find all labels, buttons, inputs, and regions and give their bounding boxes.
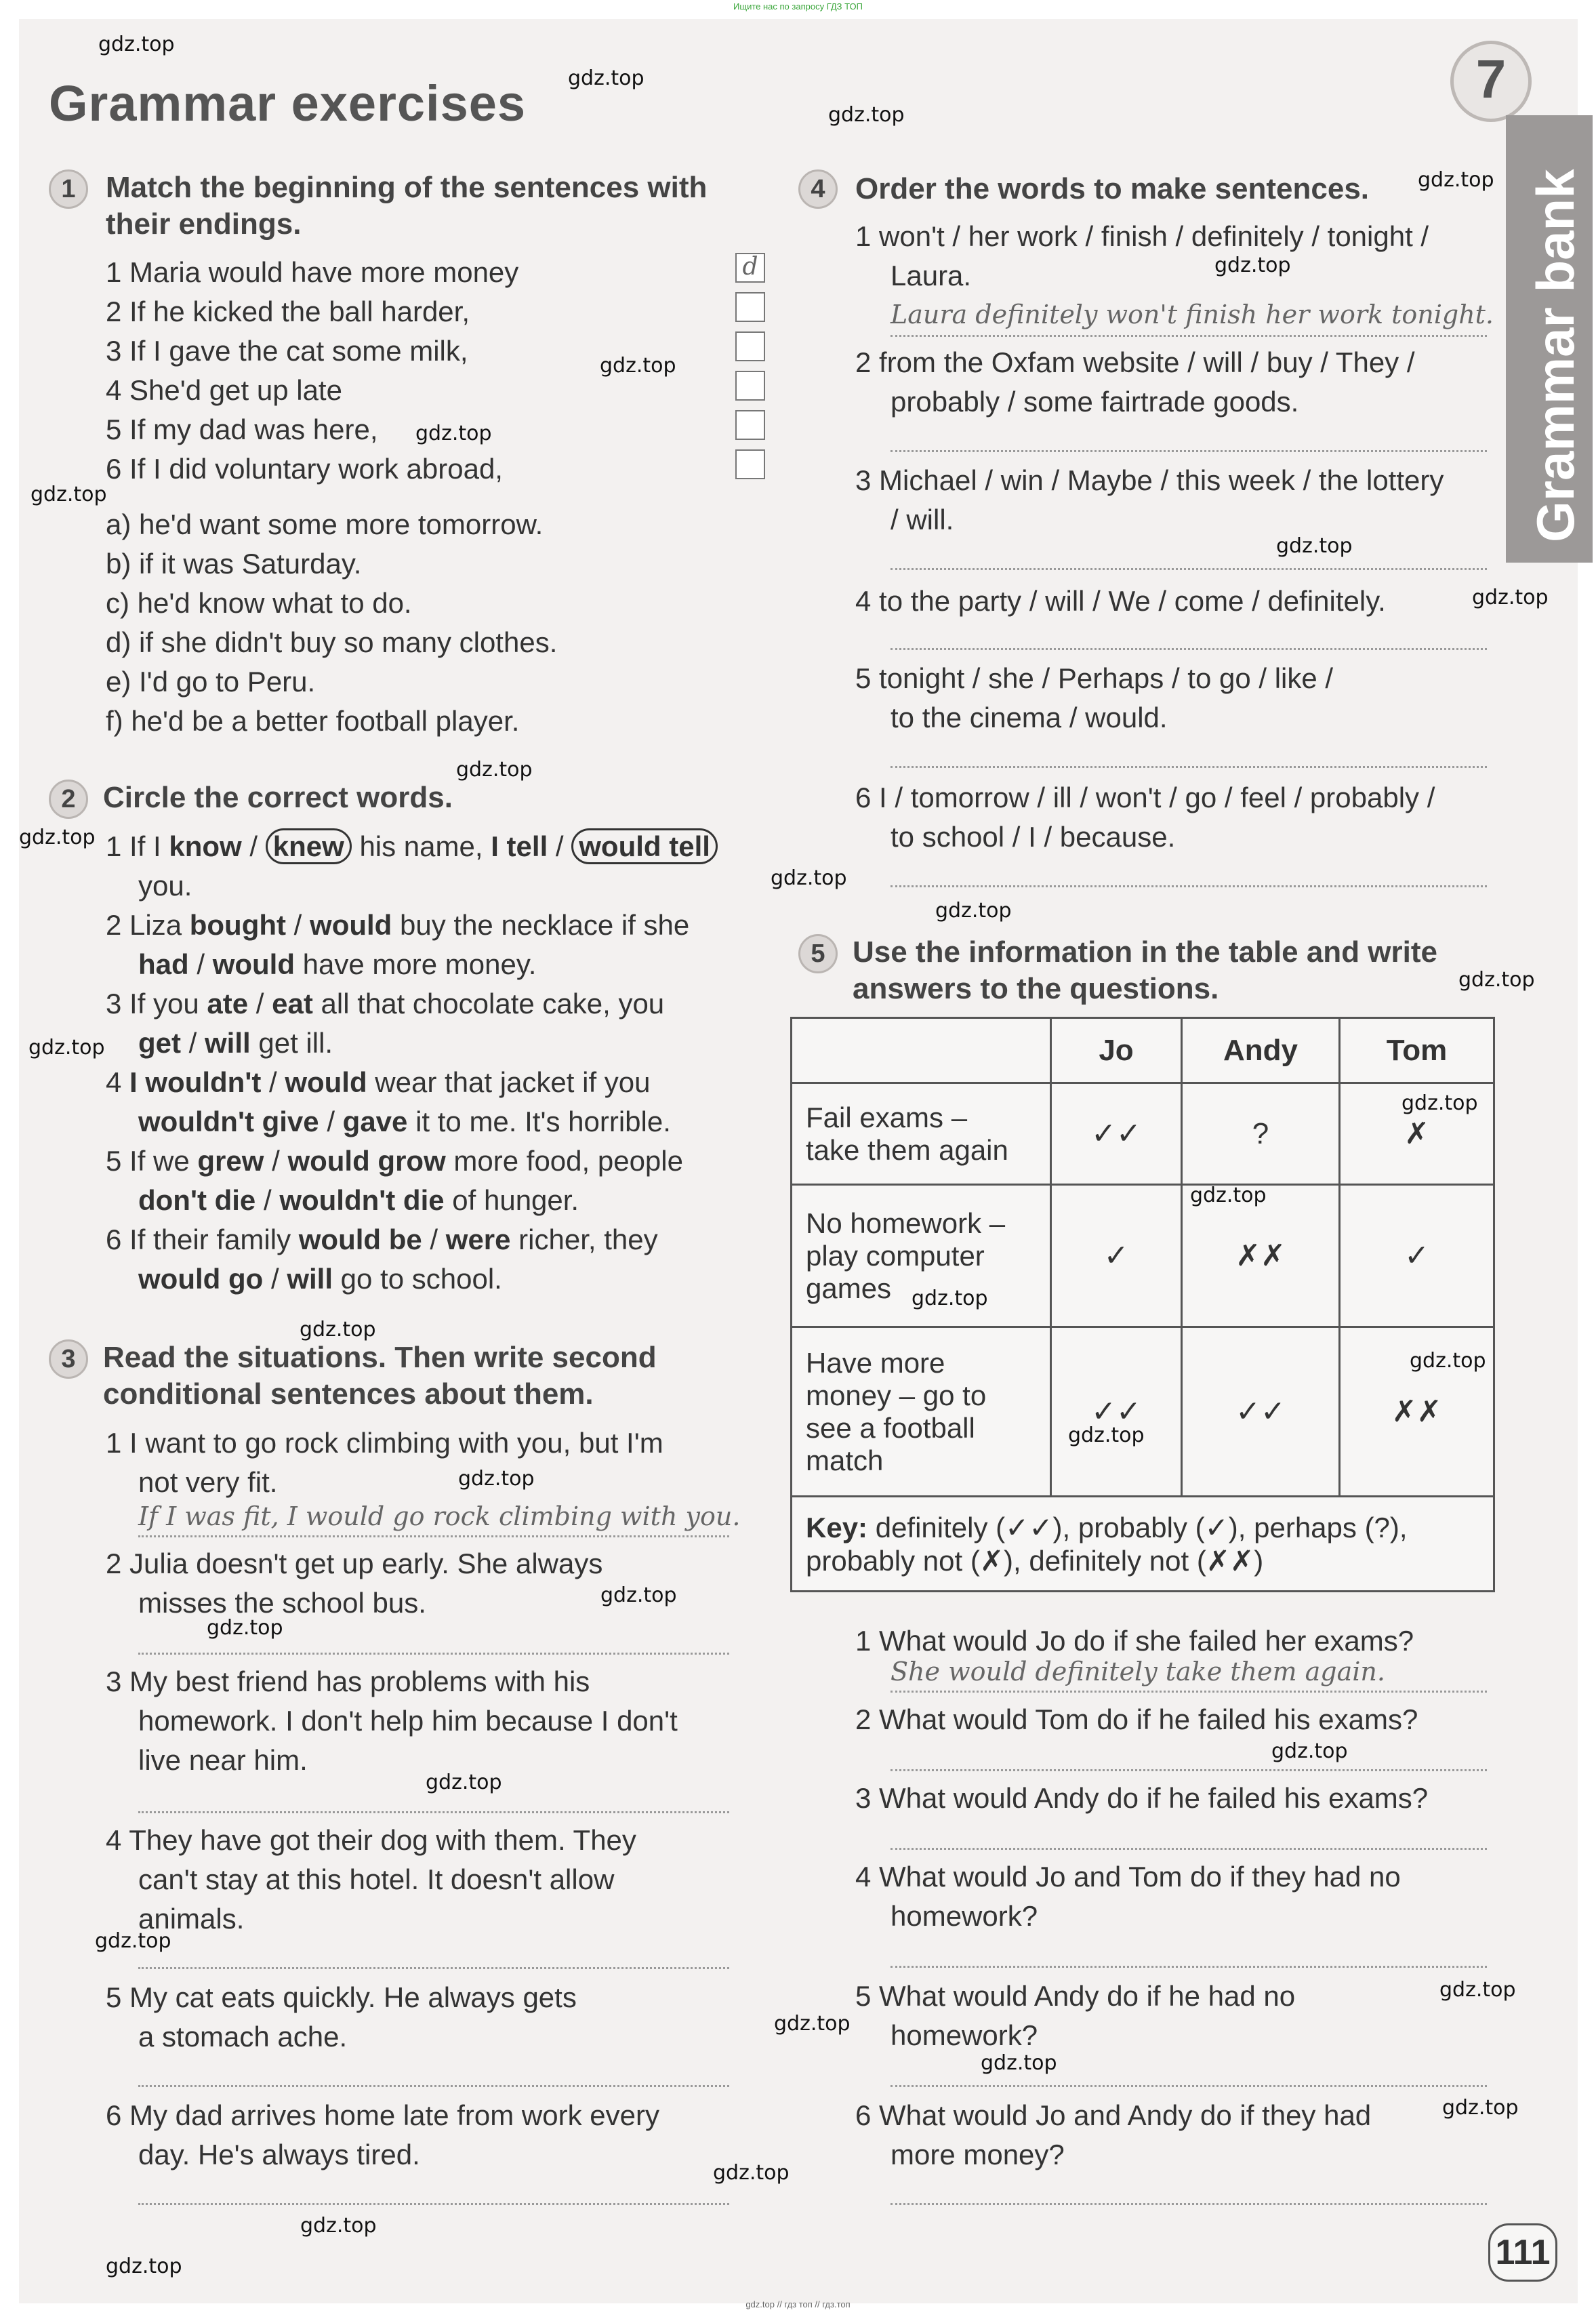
answer-box[interactable] bbox=[735, 331, 765, 361]
answer-line[interactable] bbox=[138, 2203, 729, 2205]
unit-number: 7 bbox=[1475, 49, 1507, 109]
watermark-text: gdz.top bbox=[1214, 254, 1291, 277]
watermark-text: gdz.top bbox=[456, 758, 533, 782]
watermark-text: gdz.top bbox=[1068, 1423, 1145, 1447]
ex4-item-6-cont: to school / I / because. bbox=[891, 821, 1176, 853]
ex4-sample-answer: Laura definitely won't finish her work tonight. bbox=[891, 300, 1494, 329]
answer-line[interactable] bbox=[891, 450, 1487, 452]
answer-line[interactable] bbox=[891, 648, 1487, 650]
answer-line[interactable] bbox=[891, 766, 1487, 768]
table-header-jo: Jo bbox=[1051, 1018, 1182, 1083]
unit-badge bbox=[1450, 41, 1532, 122]
ex2-sentence-6-cont: would go / will go to school. bbox=[138, 1263, 502, 1295]
answer-box-value: d bbox=[742, 253, 758, 281]
watermark-text: gdz.top bbox=[981, 2051, 1057, 2075]
watermark-text: gdz.top bbox=[1190, 1184, 1267, 1207]
ex1-item: 1 Maria would have more money bbox=[106, 256, 519, 288]
bottom-note: gdz.top // гдз топ // гдз.топ bbox=[745, 2299, 851, 2309]
table-key: Key: definitely (✓✓), probably (✓), perhaps (?), probably not (✗), definitely not (✗✗) bbox=[792, 1497, 1494, 1592]
ex1-item: 4 She'd get up late bbox=[106, 374, 342, 406]
ex1-item: 3 If I gave the cat some milk, bbox=[106, 335, 468, 367]
ex5-question-2: 2 What would Tom do if he failed his exams? bbox=[855, 1703, 1418, 1735]
page-number-badge bbox=[1488, 2223, 1557, 2282]
ex5-question-5: 5 What would Andy do if he had no bbox=[855, 1980, 1296, 2012]
ex3-situation-2: 2 Julia doesn't get up early. She always bbox=[106, 1548, 603, 1579]
exercise-1-title-line1: Match the beginning of the sentences with bbox=[106, 171, 708, 204]
ex5-question-3: 3 What would Andy do if he failed his exams? bbox=[855, 1782, 1429, 1814]
watermark-text: gdz.top bbox=[1458, 968, 1535, 992]
watermark-text: gdz.top bbox=[600, 354, 676, 378]
ex4-item-2-cont: probably / some fairtrade goods. bbox=[891, 386, 1299, 418]
watermark-text: gdz.top bbox=[300, 2214, 377, 2238]
watermark-text: gdz.top bbox=[912, 1287, 988, 1310]
watermark-text: gdz.top bbox=[106, 2255, 182, 2278]
ex2-sentence-5: 5 If we grew / would grow more food, people bbox=[106, 1145, 683, 1177]
watermark-text: gdz.top bbox=[1276, 534, 1353, 558]
ex1-item: 5 If my dad was here, bbox=[106, 413, 378, 445]
ex3-situation-4-cont: can't stay at this hotel. It doesn't allow bbox=[138, 1863, 615, 1895]
watermark-text: gdz.top bbox=[95, 1929, 171, 1953]
side-tab-label: Grammar bank bbox=[1526, 169, 1585, 542]
ex3-situation-2-cont: misses the school bus. bbox=[138, 1587, 426, 1619]
watermark-text: gdz.top bbox=[1442, 2096, 1519, 2120]
page-number: 111 bbox=[1495, 2233, 1551, 2272]
ex4-item-5: 5 tonight / she / Perhaps / to go / like / bbox=[855, 662, 1334, 694]
watermark-text: gdz.top bbox=[1271, 1739, 1348, 1763]
ex4-item-1-cont: Laura. bbox=[891, 260, 972, 291]
ex3-situation-6: 6 My dad arrives home late from work every bbox=[106, 2099, 659, 2131]
table-header-empty bbox=[792, 1018, 1051, 1083]
ex1-ending: e) I'd go to Peru. bbox=[106, 666, 316, 698]
ex1-item: 6 If I did voluntary work abroad, bbox=[106, 453, 503, 485]
answer-line[interactable] bbox=[891, 1769, 1487, 1771]
circled-answer: knew bbox=[266, 828, 352, 864]
ex1-ending: b) if it was Saturday. bbox=[106, 548, 362, 580]
ex1-ending: a) he'd want some more tomorrow. bbox=[106, 508, 544, 540]
ex1-item: 2 If he kicked the ball harder, bbox=[106, 296, 470, 327]
exercise-1-title-line2: their endings. bbox=[106, 207, 302, 241]
watermark-text: gdz.top bbox=[1472, 586, 1549, 609]
exercise-5-title-line1: Use the information in the table and write bbox=[853, 935, 1437, 969]
watermark-text: gdz.top bbox=[98, 33, 175, 56]
watermark-text: gdz.top bbox=[600, 1583, 677, 1607]
top-note: Ищите нас по запросу ГДЗ ТОП bbox=[733, 1, 863, 12]
ex2-sentence-3-cont: get / will get ill. bbox=[138, 1027, 333, 1059]
ex2-sentence-3: 3 If you ate / eat all that chocolate cake, you bbox=[106, 988, 665, 1019]
watermark-text: gdz.top bbox=[1439, 1978, 1516, 2002]
ex2-sentence-4: 4 I wouldn't / would wear that jacket if you bbox=[106, 1066, 651, 1098]
ex4-item-3: 3 Michael / win / Maybe / this week / the lottery bbox=[855, 464, 1444, 496]
ex3-situation-4-cont: animals. bbox=[138, 1903, 245, 1935]
circled-answer: would tell bbox=[571, 828, 718, 864]
ex4-item-5-cont: to the cinema / would. bbox=[891, 702, 1168, 733]
table-cell: ✓✓ bbox=[1051, 1083, 1182, 1185]
exercise-5-number: 5 bbox=[798, 934, 838, 973]
table-cell: ✓ bbox=[1340, 1185, 1494, 1327]
watermark-text: gdz.top bbox=[568, 66, 644, 90]
answer-line[interactable] bbox=[891, 568, 1487, 570]
answer-line[interactable] bbox=[891, 2203, 1487, 2205]
ex5-sample-answer: She would definitely take them again. bbox=[891, 1657, 1385, 1686]
ex2-sentence-5-cont: don't die / wouldn't die of hunger. bbox=[138, 1184, 579, 1216]
ex2-sentence-6: 6 If their family would be / were richer, they bbox=[106, 1224, 658, 1255]
exercise-5-title-line2: answers to the questions. bbox=[853, 972, 1219, 1005]
exercise-4-number: 4 bbox=[798, 169, 838, 209]
watermark-text: gdz.top bbox=[300, 1318, 376, 1341]
table-cell: ✓✓ bbox=[1182, 1327, 1340, 1497]
ex1-ending: d) if she didn't buy so many clothes. bbox=[106, 626, 558, 658]
answer-line[interactable] bbox=[891, 885, 1487, 887]
exercise-3-title-line2: conditional sentences about them. bbox=[103, 1377, 594, 1411]
ex1-ending: f) he'd be a better football player. bbox=[106, 705, 520, 737]
answer-box[interactable] bbox=[735, 410, 765, 440]
watermark-text: gdz.top bbox=[426, 1771, 502, 1794]
exercise-2-title: Circle the correct words. bbox=[103, 781, 453, 814]
ex3-situation-6-cont: day. He's always tired. bbox=[138, 2139, 420, 2170]
ex2-sentence-4-cont: wouldn't give / gave it to me. It's horrible. bbox=[138, 1106, 671, 1137]
table-header-tom: Tom bbox=[1340, 1018, 1494, 1083]
answer-line[interactable] bbox=[891, 1966, 1487, 1968]
table-header-andy: Andy bbox=[1182, 1018, 1340, 1083]
ex3-situation-3-cont: homework. I don't help him because I don't bbox=[138, 1705, 678, 1737]
watermark-text: gdz.top bbox=[771, 866, 847, 890]
ex4-item-3-cont: / will. bbox=[891, 504, 954, 536]
answer-line[interactable] bbox=[138, 1811, 729, 1813]
ex3-situation-5: 5 My cat eats quickly. He always gets bbox=[106, 1981, 577, 2013]
table-cell: ✓✓ bbox=[1051, 1327, 1182, 1497]
watermark-text: gdz.top bbox=[19, 826, 96, 849]
ex5-question-4: 4 What would Jo and Tom do if they had no bbox=[855, 1861, 1401, 1893]
exercise-1-number: 1 bbox=[49, 169, 88, 209]
ex2-sentence-2: 2 Liza bought / would buy the necklace if she bbox=[106, 909, 690, 941]
ex5-question-4-cont: homework? bbox=[891, 1900, 1038, 1932]
watermark-text: gdz.top bbox=[30, 483, 107, 506]
ex2-sentence-1-cont: you. bbox=[138, 870, 192, 902]
ex5-question-5-cont: homework? bbox=[891, 2019, 1038, 2051]
info-table bbox=[790, 1017, 1495, 1592]
ex5-question-1: 1 What would Jo do if she failed her exams? bbox=[855, 1625, 1414, 1657]
answer-line[interactable] bbox=[138, 1653, 729, 1655]
table-cell: ✓ bbox=[1051, 1185, 1182, 1327]
watermark-text: gdz.top bbox=[1418, 168, 1494, 192]
answer-line[interactable] bbox=[138, 2085, 729, 2087]
exercise-3-title-line1: Read the situations. Then write second bbox=[103, 1341, 657, 1374]
exercise-2-number: 2 bbox=[49, 780, 88, 819]
watermark-text: gdz.top bbox=[207, 1616, 283, 1640]
page-title: Grammar exercises bbox=[49, 75, 527, 132]
table-row-label: Have more money – go to see a football match bbox=[792, 1327, 1051, 1497]
answer-line[interactable] bbox=[138, 1967, 729, 1969]
table-cell: ✗✗ bbox=[1182, 1185, 1340, 1327]
table-cell: ✗ bbox=[1340, 1083, 1494, 1185]
watermark-text: gdz.top bbox=[458, 1467, 535, 1491]
watermark-text: gdz.top bbox=[415, 422, 492, 445]
ex2-sentence-1: 1 If I know / knew his name, I tell / would tell bbox=[106, 827, 718, 866]
watermark-text: gdz.top bbox=[1410, 1349, 1486, 1373]
answer-line[interactable] bbox=[891, 335, 1487, 337]
ex3-situation-3-cont: live near him. bbox=[138, 1744, 308, 1776]
ex3-situation-5-cont: a stomach ache. bbox=[138, 2021, 348, 2053]
ex5-question-6-cont: more money? bbox=[891, 2139, 1065, 2170]
ex3-situation-4: 4 They have got their dog with them. They bbox=[106, 1824, 636, 1856]
ex3-situation-1: 1 I want to go rock climbing with you, but I'm bbox=[106, 1427, 663, 1459]
ex4-item-6: 6 I / tomorrow / ill / won't / go / feel / probably / bbox=[855, 782, 1435, 813]
watermark-text: gdz.top bbox=[774, 2012, 851, 2036]
watermark-text: gdz.top bbox=[935, 899, 1012, 923]
ex3-situation-3: 3 My best friend has problems with his bbox=[106, 1665, 590, 1697]
ex3-situation-1-cont: not very fit. bbox=[138, 1466, 278, 1498]
exercise-4-title: Order the words to make sentences. bbox=[855, 172, 1370, 205]
answer-line[interactable] bbox=[891, 1691, 1487, 1693]
answer-line[interactable] bbox=[891, 2085, 1487, 2087]
watermark-text: gdz.top bbox=[1401, 1091, 1478, 1115]
exercise-3-number: 3 bbox=[49, 1339, 88, 1379]
answer-box[interactable] bbox=[735, 292, 765, 322]
watermark-text: gdz.top bbox=[28, 1036, 105, 1059]
answer-line[interactable] bbox=[891, 1848, 1487, 1850]
ex1-ending: c) he'd know what to do. bbox=[106, 587, 412, 619]
ex5-question-6: 6 What would Jo and Andy do if they had bbox=[855, 2099, 1372, 2131]
ex4-item-1: 1 won't / her work / finish / definitely / tonight / bbox=[855, 220, 1429, 252]
ex2-sentence-2-cont: had / would have more money. bbox=[138, 948, 537, 980]
watermark-text: gdz.top bbox=[828, 103, 905, 127]
ex3-sample-answer: If I was fit, I would go rock climbing with you. bbox=[138, 1501, 741, 1531]
ex4-item-2: 2 from the Oxfam website / will / buy / They / bbox=[855, 346, 1415, 378]
watermark-text: gdz.top bbox=[713, 2161, 790, 2185]
ex4-item-4: 4 to the party / will / We / come / definitely. bbox=[855, 585, 1386, 617]
table-row-label: No homework – play computer games bbox=[792, 1185, 1051, 1327]
answer-box[interactable] bbox=[735, 371, 765, 401]
answer-line[interactable] bbox=[138, 1535, 729, 1537]
table-cell: ✗✗ bbox=[1340, 1327, 1494, 1497]
table-row-label: Fail exams – take them again bbox=[792, 1083, 1051, 1185]
table-cell: ? bbox=[1182, 1083, 1340, 1185]
answer-box[interactable] bbox=[735, 449, 765, 479]
